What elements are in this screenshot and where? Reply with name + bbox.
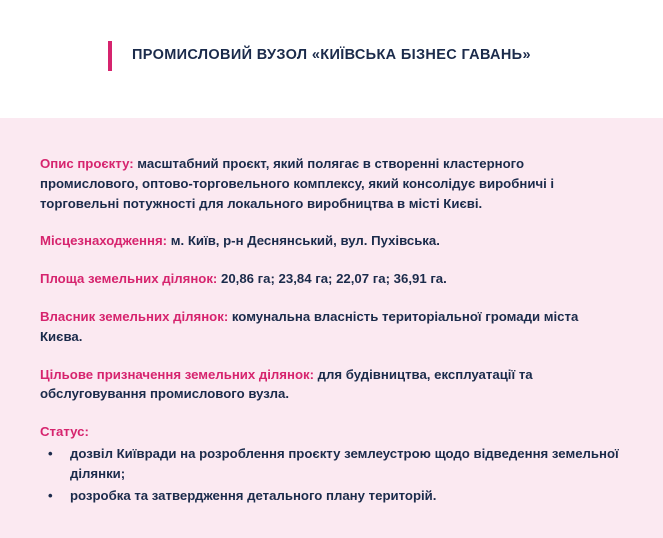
area-block: [40, 269, 623, 289]
owner-label: Власник земельних ділянок:: [40, 308, 229, 324]
description-value: масштабний проєкт, який полягає в створенні кластерного промислового, оптово-торговельного комплексу, який консолідує виробничі і торговельні потужності для локального виробництва в місті Києві.: [40, 156, 555, 211]
accent-bar: [108, 41, 112, 71]
purpose-block: [40, 365, 623, 405]
document-header: [0, 0, 663, 118]
list-item: [40, 486, 623, 506]
owner-block: [40, 307, 623, 347]
bullet-icon: •: [48, 487, 53, 503]
area-value: 20,86 га; 23,84 га; 22,07 га; 36,91 га.: [217, 271, 447, 287]
location-label: Місцезнаходження:: [40, 233, 168, 249]
area-label: Площа земельних ділянок:: [40, 271, 218, 287]
description-block: [40, 154, 623, 213]
list-item-text: дозвіл Київради на розроблення проєкту землеустрою щодо відведення земельної ділянки;: [70, 445, 619, 481]
header-inner: [108, 41, 531, 71]
bullet-icon: •: [48, 445, 53, 461]
purpose-value: для будівництва, експлуатації та обслуговування промислового вузла.: [40, 366, 533, 402]
status-list: [40, 444, 623, 505]
status-label: Статус:: [40, 424, 89, 440]
page-title: ПРОМИСЛОВИЙ ВУЗОЛ «КИЇВСЬКА БІЗНЕС ГАВАНЬ»: [132, 47, 531, 64]
purpose-label: Цільове призначення земельних ділянок:: [40, 366, 315, 382]
location-block: [40, 231, 623, 251]
description-label: Опис проєкту:: [40, 156, 134, 171]
list-item: [40, 444, 623, 484]
owner-value: комунальна власність територіальної громади міста Києва.: [40, 308, 579, 344]
content-panel: [0, 118, 663, 538]
list-item-text: розробка та затвердження детального плану територій.: [70, 487, 437, 503]
location-value: м. Київ, р-н Деснянський, вул. Пухівська.: [167, 233, 440, 249]
